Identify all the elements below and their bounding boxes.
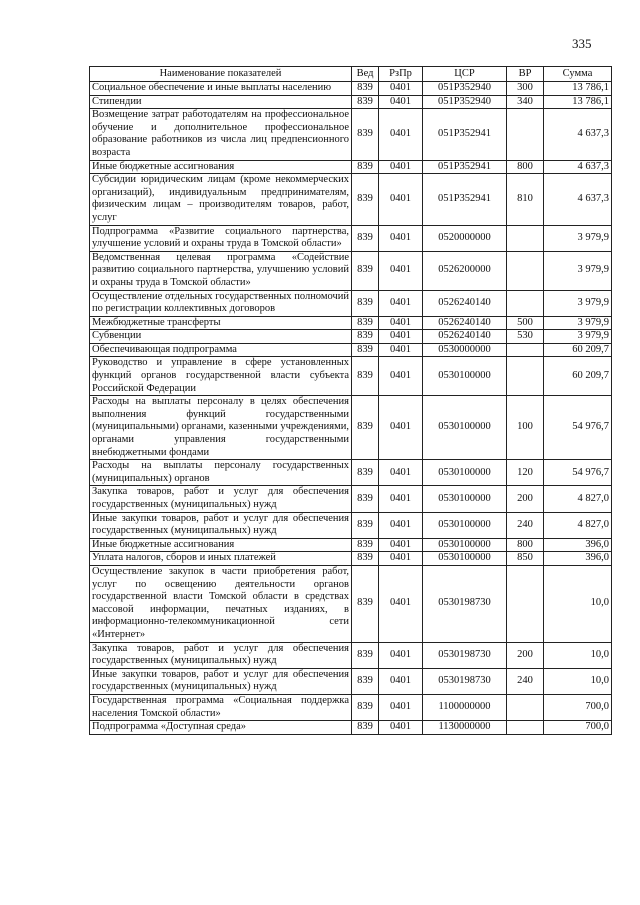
cell-rzpr: 0401 bbox=[379, 565, 423, 642]
cell-name: Подпрограмма «Развитие социального партнерства, улучшение условий и охраны труда в Томской области» bbox=[90, 225, 352, 251]
cell-name: Руководство и управление в сфере установленных функций органов государственной власти субъекта Российской Федерации bbox=[90, 357, 352, 396]
table-row bbox=[90, 251, 612, 290]
cell-rzpr: 0401 bbox=[379, 109, 423, 160]
cell-rzpr: 0401 bbox=[379, 343, 423, 357]
cell-ved: 839 bbox=[352, 460, 379, 486]
cell-csr: 0530198730 bbox=[423, 642, 507, 668]
cell-ved: 839 bbox=[352, 251, 379, 290]
cell-name: Стипендии bbox=[90, 95, 352, 109]
cell-name: Ведомственная целевая программа «Содействие развитию социального партнерства, улучшению условий и охраны труда в Томской области» bbox=[90, 251, 352, 290]
cell-csr: 0530000000 bbox=[423, 343, 507, 357]
table-body bbox=[90, 82, 612, 735]
cell-csr: 1130000000 bbox=[423, 721, 507, 735]
cell-csr: 0526240140 bbox=[423, 330, 507, 344]
cell-vr: 800 bbox=[507, 160, 544, 174]
cell-csr: 0530100000 bbox=[423, 512, 507, 538]
cell-rzpr: 0401 bbox=[379, 225, 423, 251]
cell-sum: 4 637,3 bbox=[544, 174, 612, 225]
cell-ved: 839 bbox=[352, 109, 379, 160]
table-row bbox=[90, 343, 612, 357]
table-row bbox=[90, 160, 612, 174]
table-row bbox=[90, 460, 612, 486]
table-row bbox=[90, 330, 612, 344]
cell-vr: 100 bbox=[507, 396, 544, 460]
cell-rzpr: 0401 bbox=[379, 668, 423, 694]
cell-rzpr: 0401 bbox=[379, 251, 423, 290]
cell-sum: 10,0 bbox=[544, 642, 612, 668]
cell-sum: 60 209,7 bbox=[544, 343, 612, 357]
table-row bbox=[90, 486, 612, 512]
table-row bbox=[90, 565, 612, 642]
cell-ved: 839 bbox=[352, 486, 379, 512]
cell-vr: 810 bbox=[507, 174, 544, 225]
cell-ved: 839 bbox=[352, 642, 379, 668]
cell-ved: 839 bbox=[352, 316, 379, 330]
cell-ved: 839 bbox=[352, 160, 379, 174]
cell-name: Иные закупки товаров, работ и услуг для обеспечения государственных (муниципальных) нужд bbox=[90, 512, 352, 538]
page-number: 335 bbox=[572, 36, 592, 51]
table-row bbox=[90, 109, 612, 160]
cell-csr: 0530100000 bbox=[423, 538, 507, 552]
cell-name: Закупка товаров, работ и услуг для обеспечения государственных (муниципальных) нужд bbox=[90, 486, 352, 512]
cell-csr: 0526240140 bbox=[423, 290, 507, 316]
cell-sum: 3 979,9 bbox=[544, 251, 612, 290]
cell-rzpr: 0401 bbox=[379, 396, 423, 460]
cell-rzpr: 0401 bbox=[379, 330, 423, 344]
cell-sum: 60 209,7 bbox=[544, 357, 612, 396]
cell-ved: 839 bbox=[352, 174, 379, 225]
cell-sum: 54 976,7 bbox=[544, 460, 612, 486]
cell-name: Субсидии юридическим лицам (кроме некоммерческих организаций), индивидуальным предпринимателям, физическим лицам – производителям товаров, работ, услуг bbox=[90, 174, 352, 225]
cell-rzpr: 0401 bbox=[379, 82, 423, 96]
budget-table bbox=[89, 66, 612, 735]
cell-sum: 3 979,9 bbox=[544, 330, 612, 344]
cell-name: Осуществление отдельных государственных полномочий по регистрации коллективных договоров bbox=[90, 290, 352, 316]
cell-ved: 839 bbox=[352, 396, 379, 460]
cell-name: Социальное обеспечение и иные выплаты населению bbox=[90, 82, 352, 96]
cell-name: Иные бюджетные ассигнования bbox=[90, 538, 352, 552]
cell-vr: 850 bbox=[507, 552, 544, 566]
table-row bbox=[90, 95, 612, 109]
cell-name: Обеспечивающая подпрограмма bbox=[90, 343, 352, 357]
cell-ved: 839 bbox=[352, 668, 379, 694]
cell-sum: 396,0 bbox=[544, 552, 612, 566]
cell-ved: 839 bbox=[352, 343, 379, 357]
table-row bbox=[90, 668, 612, 694]
table-row bbox=[90, 82, 612, 96]
cell-rzpr: 0401 bbox=[379, 538, 423, 552]
cell-csr: 051P352940 bbox=[423, 82, 507, 96]
table-row bbox=[90, 174, 612, 225]
cell-csr: 0520000000 bbox=[423, 225, 507, 251]
cell-sum: 700,0 bbox=[544, 721, 612, 735]
cell-vr: 500 bbox=[507, 316, 544, 330]
cell-vr bbox=[507, 357, 544, 396]
cell-csr: 051P352941 bbox=[423, 109, 507, 160]
cell-name: Осуществление закупок в части приобретения работ, услуг по освещению деятельности органов государственной власти Томской области в средствах массовой информации, печатных изданиях, в информационно-телекоммуникационной сети «Интернет» bbox=[90, 565, 352, 642]
cell-csr: 0530100000 bbox=[423, 357, 507, 396]
cell-vr: 200 bbox=[507, 486, 544, 512]
table-row bbox=[90, 290, 612, 316]
cell-rzpr: 0401 bbox=[379, 174, 423, 225]
cell-sum: 4 637,3 bbox=[544, 160, 612, 174]
cell-sum: 4 827,0 bbox=[544, 512, 612, 538]
cell-name: Расходы на выплаты персоналу государственных (муниципальных) органов bbox=[90, 460, 352, 486]
cell-csr: 051P352941 bbox=[423, 174, 507, 225]
cell-ved: 839 bbox=[352, 512, 379, 538]
cell-vr bbox=[507, 290, 544, 316]
cell-ved: 839 bbox=[352, 95, 379, 109]
table-row bbox=[90, 694, 612, 720]
header-ved: Вед bbox=[352, 67, 379, 82]
cell-ved: 839 bbox=[352, 357, 379, 396]
table-row bbox=[90, 552, 612, 566]
header-vr: ВР bbox=[507, 67, 544, 82]
cell-ved: 839 bbox=[352, 565, 379, 642]
cell-ved: 839 bbox=[352, 538, 379, 552]
cell-name: Закупка товаров, работ и услуг для обеспечения государственных (муниципальных) нужд bbox=[90, 642, 352, 668]
cell-csr: 051P352940 bbox=[423, 95, 507, 109]
cell-name: Иные бюджетные ассигнования bbox=[90, 160, 352, 174]
cell-rzpr: 0401 bbox=[379, 642, 423, 668]
cell-sum: 10,0 bbox=[544, 565, 612, 642]
cell-name: Межбюджетные трансферты bbox=[90, 316, 352, 330]
cell-csr: 1100000000 bbox=[423, 694, 507, 720]
cell-sum: 396,0 bbox=[544, 538, 612, 552]
cell-vr: 120 bbox=[507, 460, 544, 486]
cell-rzpr: 0401 bbox=[379, 290, 423, 316]
cell-csr: 0530100000 bbox=[423, 460, 507, 486]
cell-ved: 839 bbox=[352, 290, 379, 316]
table-row bbox=[90, 357, 612, 396]
cell-vr bbox=[507, 694, 544, 720]
cell-vr: 340 bbox=[507, 95, 544, 109]
cell-vr bbox=[507, 251, 544, 290]
cell-ved: 839 bbox=[352, 82, 379, 96]
cell-csr: 0530198730 bbox=[423, 668, 507, 694]
cell-sum: 3 979,9 bbox=[544, 225, 612, 251]
cell-sum: 10,0 bbox=[544, 668, 612, 694]
cell-rzpr: 0401 bbox=[379, 486, 423, 512]
cell-rzpr: 0401 bbox=[379, 357, 423, 396]
cell-ved: 839 bbox=[352, 721, 379, 735]
cell-name: Уплата налогов, сборов и иных платежей bbox=[90, 552, 352, 566]
header-csr: ЦСР bbox=[423, 67, 507, 82]
cell-name: Расходы на выплаты персоналу в целях обеспечения выполнения функций государственными (муниципальными) органами, казенными учреждениями, органами управления государственными внебюджетными фондами bbox=[90, 396, 352, 460]
cell-csr: 0526240140 bbox=[423, 316, 507, 330]
cell-rzpr: 0401 bbox=[379, 694, 423, 720]
cell-sum: 3 979,9 bbox=[544, 316, 612, 330]
header-rzpr: РзПр bbox=[379, 67, 423, 82]
cell-name: Иные закупки товаров, работ и услуг для обеспечения государственных (муниципальных) нужд bbox=[90, 668, 352, 694]
cell-rzpr: 0401 bbox=[379, 552, 423, 566]
table-row bbox=[90, 642, 612, 668]
cell-vr bbox=[507, 565, 544, 642]
cell-name: Возмещение затрат работодателям на профессиональное обучение и дополнительное профессиональное образование работников из числа лиц предпенсионного возраста bbox=[90, 109, 352, 160]
table-header-row bbox=[90, 67, 612, 82]
cell-vr: 240 bbox=[507, 512, 544, 538]
cell-csr: 0530100000 bbox=[423, 396, 507, 460]
cell-vr bbox=[507, 109, 544, 160]
cell-name: Подпрограмма «Доступная среда» bbox=[90, 721, 352, 735]
cell-csr: 0530100000 bbox=[423, 552, 507, 566]
cell-csr: 0530100000 bbox=[423, 486, 507, 512]
cell-vr: 300 bbox=[507, 82, 544, 96]
table-row bbox=[90, 538, 612, 552]
cell-ved: 839 bbox=[352, 552, 379, 566]
cell-csr: 051P352941 bbox=[423, 160, 507, 174]
cell-csr: 0526200000 bbox=[423, 251, 507, 290]
cell-rzpr: 0401 bbox=[379, 316, 423, 330]
table-row bbox=[90, 512, 612, 538]
cell-vr: 200 bbox=[507, 642, 544, 668]
cell-rzpr: 0401 bbox=[379, 160, 423, 174]
cell-name: Субвенции bbox=[90, 330, 352, 344]
table-row bbox=[90, 396, 612, 460]
cell-sum: 4 827,0 bbox=[544, 486, 612, 512]
table-row bbox=[90, 316, 612, 330]
cell-rzpr: 0401 bbox=[379, 460, 423, 486]
cell-sum: 700,0 bbox=[544, 694, 612, 720]
cell-name: Государственная программа «Социальная поддержка населения Томской области» bbox=[90, 694, 352, 720]
table-row bbox=[90, 225, 612, 251]
cell-vr: 800 bbox=[507, 538, 544, 552]
header-sum: Сумма bbox=[544, 67, 612, 82]
header-name: Наименование показателей bbox=[90, 67, 352, 82]
cell-vr bbox=[507, 721, 544, 735]
cell-rzpr: 0401 bbox=[379, 95, 423, 109]
cell-rzpr: 0401 bbox=[379, 721, 423, 735]
cell-ved: 839 bbox=[352, 694, 379, 720]
cell-vr: 530 bbox=[507, 330, 544, 344]
cell-rzpr: 0401 bbox=[379, 512, 423, 538]
cell-sum: 54 976,7 bbox=[544, 396, 612, 460]
table-row bbox=[90, 721, 612, 735]
cell-ved: 839 bbox=[352, 225, 379, 251]
cell-vr bbox=[507, 225, 544, 251]
cell-sum: 13 786,1 bbox=[544, 95, 612, 109]
cell-sum: 13 786,1 bbox=[544, 82, 612, 96]
cell-sum: 3 979,9 bbox=[544, 290, 612, 316]
cell-vr bbox=[507, 343, 544, 357]
cell-vr: 240 bbox=[507, 668, 544, 694]
cell-sum: 4 637,3 bbox=[544, 109, 612, 160]
cell-ved: 839 bbox=[352, 330, 379, 344]
cell-csr: 0530198730 bbox=[423, 565, 507, 642]
